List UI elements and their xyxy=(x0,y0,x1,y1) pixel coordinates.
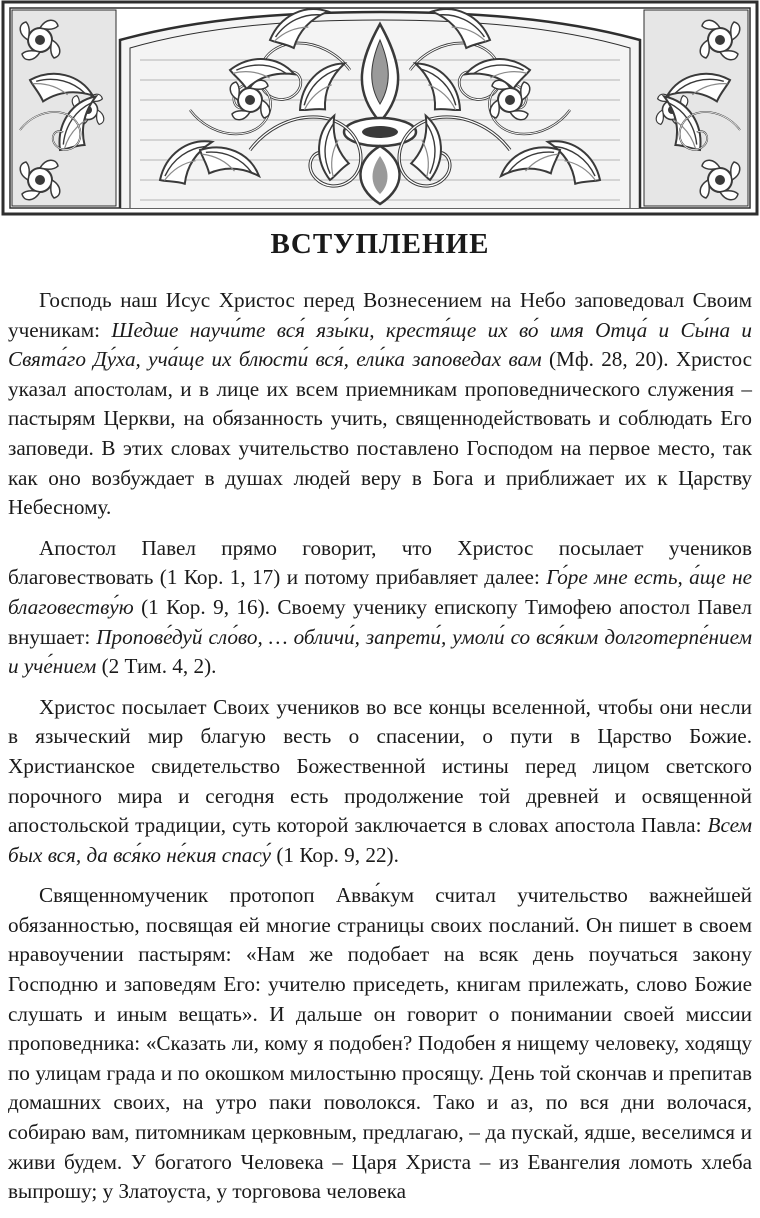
paragraph-1 xyxy=(8,286,752,523)
paragraph-text: Господь наш Исус Христос перед Вознесением на Небо заповедовал Своим ученикам: xyxy=(8,288,752,342)
scripture-quote: Шедше научи́те вся́ язы́ки, крестя́ще их во́ имя Отца́ и Сы́на и Свята́го Ду́ха, уча́ще их блюсти́ вся́, ели́ка заповедах вам xyxy=(8,317,752,372)
scripture-quote: Пропове́дуй сло́во, … обличи́, запрети́, умоли́ со вся́ким долготерпе́нием и уче́нием xyxy=(8,624,752,679)
paragraph-4 xyxy=(8,881,752,1207)
left-corner-ornament-icon xyxy=(12,10,116,206)
chapter-title: ВСТУПЛЕНИЕ xyxy=(270,228,490,260)
paragraph-text: Христос посылает Своих учеников во все концы вселенной, чтобы они несли в языческий мир благую весть о спасении, о пути в Царство Божие. Христианское свидетельство Божественной истины перед лицом светского порочного мира и сегодня есть продолжение той древней и освященной апостольской традиции, суть которой заключается в словах апостола Павла: xyxy=(8,694,752,838)
right-corner-ornament-icon xyxy=(644,10,748,206)
paragraph-text: (1 Кор. 9, 16). Своему ученику епископу Тимофею апостол Павел внушает: xyxy=(8,594,752,649)
paragraph-3 xyxy=(8,693,752,871)
paragraph-text: (Мф. 28, 20). Христос указал апостолам, и в лице их всем приемникам проповеднического служения – пастырям Церкви, на обязанность учить, священнодействовать и соблюдать Его заповеди. В этих словах учительство поставлено Господом на первое место, так как оно возбуждает в душах людей веру в Бога и приближает их к Царству Небесному. xyxy=(8,347,752,520)
paragraph-text: Апостол Павел прямо говорит, что Христос посылает учеников благовествовать (1 Кор. 1, 17) и потому прибавляет далее: xyxy=(8,535,752,590)
ornamental-banner xyxy=(0,0,760,218)
paragraph-text: (2 Тим. 4, 2). xyxy=(96,654,217,679)
chapter-body xyxy=(8,286,752,1218)
scripture-quote: Го́ре мне есть, а́ще не благовеству́ю xyxy=(8,565,752,619)
scripture-quote: Всем бых вся, да вся́ко не́кия спасу́ xyxy=(8,813,752,867)
paragraph-text: Священномученик протопоп Авва́кум считал учительство важнейшей обязанностью, посвящая ей многие страницы своих посланий. Он пишет в своем нравоучении пастырям: «Нам же подобает на всяк день поучаться закону Господню и заповедям Его: учителю приседеть, книгам прилежать, слово Божие слушать и иным вещать». И дальше он говорит о понимании своей миссии проповедника: «Сказать ли, кому я подобен? Подобен я нищему человеку, ходящу по улицам града и по окошком милостыню просящу. День той скончав и препитав домашних своих, на утро паки поволокся. Тако и аз, по вся дни волочася, собираю вам, питомникам церковным, предлагаю, – да пускай, ядше, веселимся и живи будем. У богатого Человека – Царя Христа – из Евангелия ломоть хлеба выпрошу; у Златоуста, у торговова человека xyxy=(8,883,752,1204)
paragraph-text: (1 Кор. 9, 22). xyxy=(271,842,399,867)
paragraph-2 xyxy=(8,534,752,682)
